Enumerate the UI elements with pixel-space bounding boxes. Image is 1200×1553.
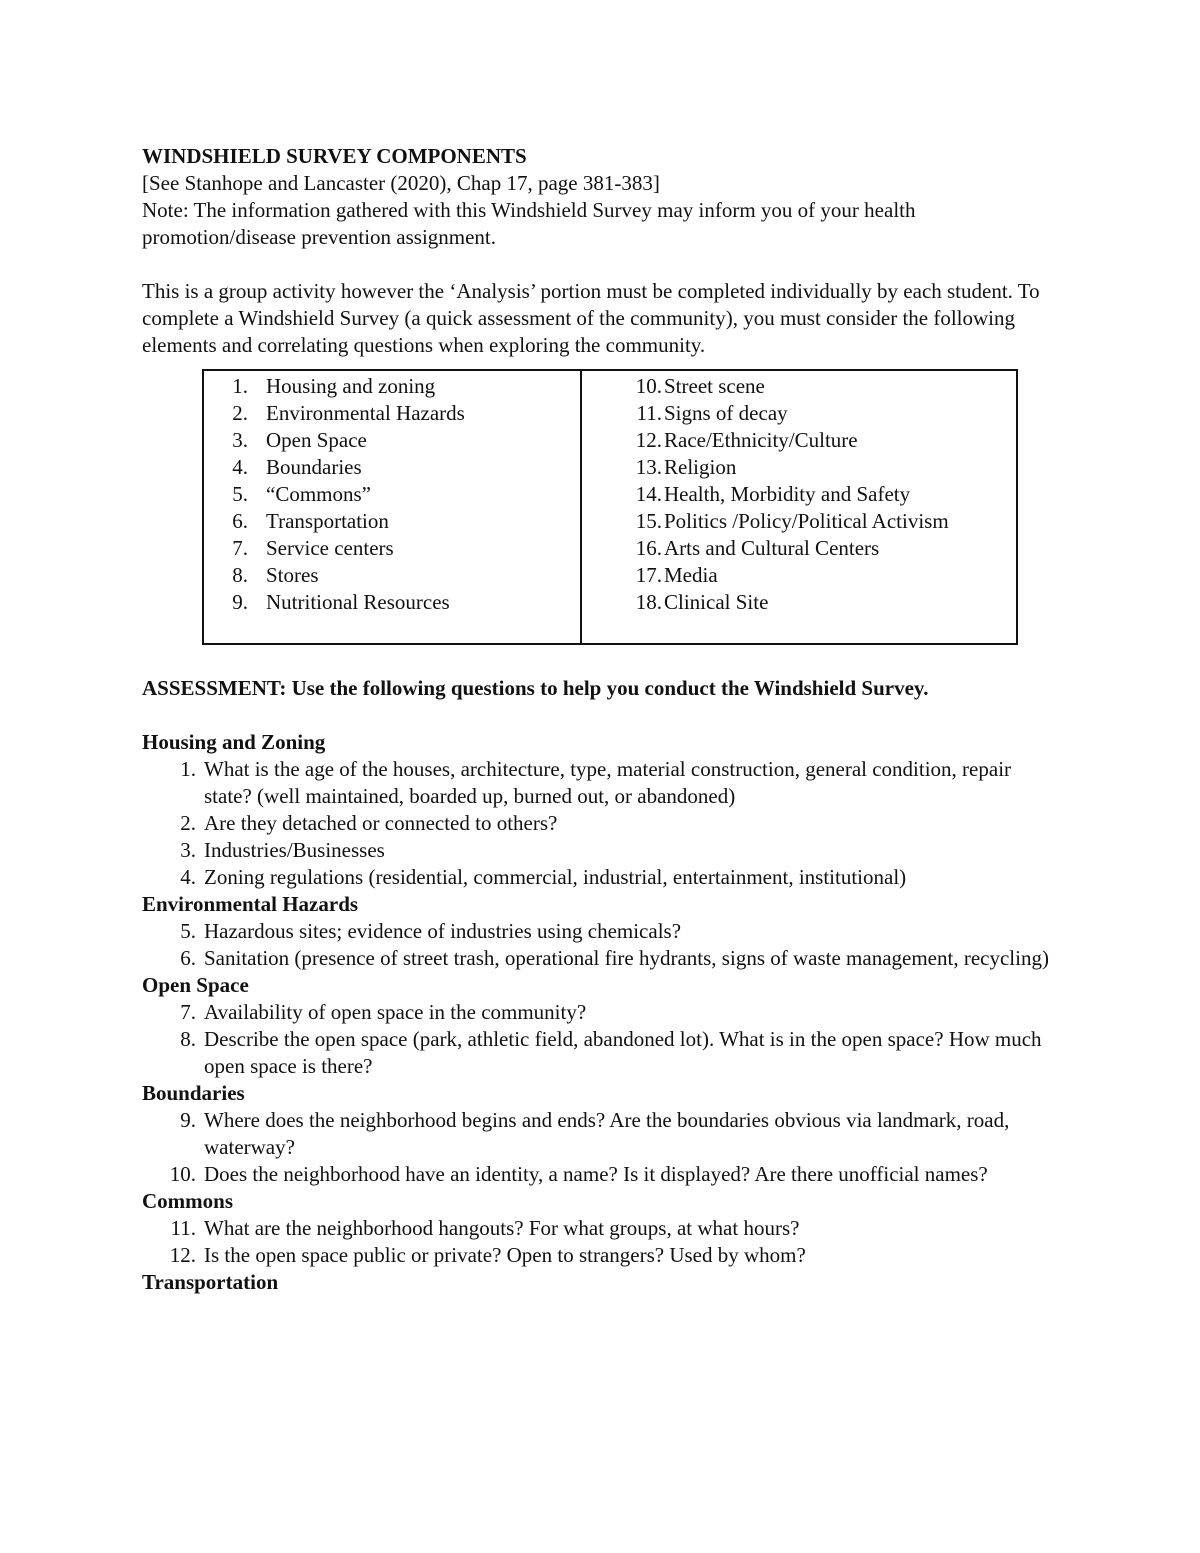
element-label: Stores (266, 563, 319, 587)
element-number: 12. (635, 428, 662, 452)
element-number: 11. (636, 401, 662, 425)
question-list (142, 1107, 1072, 1188)
element-item (582, 454, 1016, 481)
question-number: 10. (169, 1162, 196, 1186)
question-number: 12. (169, 1243, 196, 1267)
element-item (582, 508, 1016, 535)
element-item (204, 427, 580, 454)
element-label: Transportation (266, 509, 389, 533)
element-item (582, 535, 1016, 562)
question-text: Where does the neighborhood begins and ends? Are the boundaries obvious via landmark, road, waterway? (204, 1108, 1010, 1159)
question-number: 4. (180, 865, 196, 889)
document-title: WINDSHIELD SURVEY COMPONENTS (142, 144, 527, 168)
section-heading: Housing and Zoning (142, 730, 326, 754)
question-item (142, 864, 1072, 891)
question-text: Hazardous sites; evidence of industries using chemicals? (204, 919, 682, 943)
element-number: 17. (635, 563, 662, 587)
element-number: 5. (232, 482, 248, 506)
section-heading: Open Space (142, 973, 249, 997)
element-item (582, 400, 1016, 427)
question-item (142, 999, 1072, 1026)
question-text: Industries/Businesses (204, 838, 385, 862)
element-number: 8. (232, 563, 248, 587)
question-text: Does the neighborhood have an identity, a name? Is it displayed? Are there unofficial names? (204, 1162, 988, 1186)
element-item (204, 589, 580, 616)
question-text: What are the neighborhood hangouts? For what groups, at what hours? (204, 1216, 800, 1240)
question-item (142, 1242, 1072, 1269)
element-item (582, 427, 1016, 454)
element-number: 6. (232, 509, 248, 533)
element-label: Religion (664, 455, 737, 479)
element-number: 3. (232, 428, 248, 452)
element-label: Boundaries (266, 455, 362, 479)
element-label: Clinical Site (664, 590, 769, 614)
section-heading: Environmental Hazards (142, 892, 359, 916)
element-item (204, 535, 580, 562)
question-item (142, 945, 1072, 972)
element-item (204, 508, 580, 535)
element-number: 10. (635, 374, 662, 398)
element-number: 9. (232, 590, 248, 614)
element-label: Race/Ethnicity/Culture (664, 428, 858, 452)
intro-paragraph: This is a group activity however the ‘Analysis’ portion must be completed individually by each student. To complete a Windshield Survey (a quick assessment of the community), you must consider the following elements and correlating questions when exploring the community. (142, 279, 1040, 357)
question-number: 5. (180, 919, 196, 943)
question-number: 6. (180, 946, 196, 970)
element-number: 7. (232, 536, 248, 560)
element-item (204, 454, 580, 481)
element-label: Politics /Policy/Political Activism (664, 509, 949, 533)
elements-table (202, 369, 1018, 645)
elements-column-left (204, 371, 582, 643)
question-number: 3. (180, 838, 196, 862)
question-text: Sanitation (presence of street trash, operational fire hydrants, signs of waste management, recycling) (204, 946, 1049, 970)
element-number: 14. (635, 482, 662, 506)
section-heading: Transportation (142, 1270, 279, 1294)
question-number: 1. (180, 757, 196, 781)
note-paragraph: Note: The information gathered with this Windshield Survey may inform you of your health promotion/disease prevention assignment. (142, 198, 916, 249)
element-label: Environmental Hazards (266, 401, 465, 425)
question-sections (142, 729, 1072, 1296)
question-text: What is the age of the houses, architecture, type, material construction, general condition, repair state? (well maintained, boarded up, burned out, or abandoned) (204, 757, 1012, 808)
question-item (142, 1026, 1072, 1080)
question-item (142, 1107, 1072, 1161)
question-number: 2. (180, 811, 196, 835)
element-item (204, 481, 580, 508)
question-list (142, 756, 1072, 891)
element-number: 18. (635, 590, 662, 614)
question-item (142, 837, 1072, 864)
element-item (204, 373, 580, 400)
element-label: Arts and Cultural Centers (664, 536, 880, 560)
element-label: Health, Morbidity and Safety (664, 482, 911, 506)
question-item (142, 756, 1072, 810)
element-label: Open Space (266, 428, 367, 452)
question-number: 7. (180, 1000, 196, 1024)
document-page (142, 143, 1072, 1296)
question-number: 11. (170, 1216, 196, 1240)
question-number: 8. (180, 1027, 196, 1051)
element-number: 2. (232, 401, 248, 425)
question-text: Are they detached or connected to others? (204, 811, 558, 835)
element-item (204, 400, 580, 427)
element-number: 13. (635, 455, 662, 479)
question-list (142, 918, 1072, 972)
element-item (582, 589, 1016, 616)
spacer (142, 251, 1072, 278)
element-label: Signs of decay (664, 401, 788, 425)
element-number: 15. (635, 509, 662, 533)
question-list (142, 1215, 1072, 1269)
element-label: “Commons” (266, 482, 371, 506)
element-number: 1. (232, 374, 248, 398)
element-item (582, 481, 1016, 508)
question-text: Is the open space public or private? Open to strangers? Used by whom? (204, 1243, 806, 1267)
question-item (142, 1161, 1072, 1188)
element-label: Media (664, 563, 718, 587)
element-number: 4. (232, 455, 248, 479)
question-item (142, 918, 1072, 945)
question-item (142, 810, 1072, 837)
element-label: Service centers (266, 536, 394, 560)
question-text: Describe the open space (park, athletic field, abandoned lot). What is in the open space? How much open space is there? (204, 1027, 1042, 1078)
element-number: 16. (635, 536, 662, 560)
element-item (582, 373, 1016, 400)
element-item (204, 562, 580, 589)
question-text: Zoning regulations (residential, commercial, industrial, entertainment, institutional) (204, 865, 907, 889)
element-item (582, 562, 1016, 589)
question-list (142, 999, 1072, 1080)
element-label: Street scene (664, 374, 765, 398)
question-item (142, 1215, 1072, 1242)
question-number: 9. (180, 1108, 196, 1132)
question-text: Availability of open space in the community? (204, 1000, 587, 1024)
section-heading: Commons (142, 1189, 234, 1213)
elements-column-right (582, 371, 1016, 643)
element-label: Nutritional Resources (266, 590, 450, 614)
element-label: Housing and zoning (266, 374, 436, 398)
reference-line: [See Stanhope and Lancaster (2020), Chap 17, page 381-383] (142, 171, 660, 195)
section-heading: Boundaries (142, 1081, 245, 1105)
assessment-heading: ASSESSMENT: Use the following questions to help you conduct the Windshield Survey. (142, 676, 929, 700)
